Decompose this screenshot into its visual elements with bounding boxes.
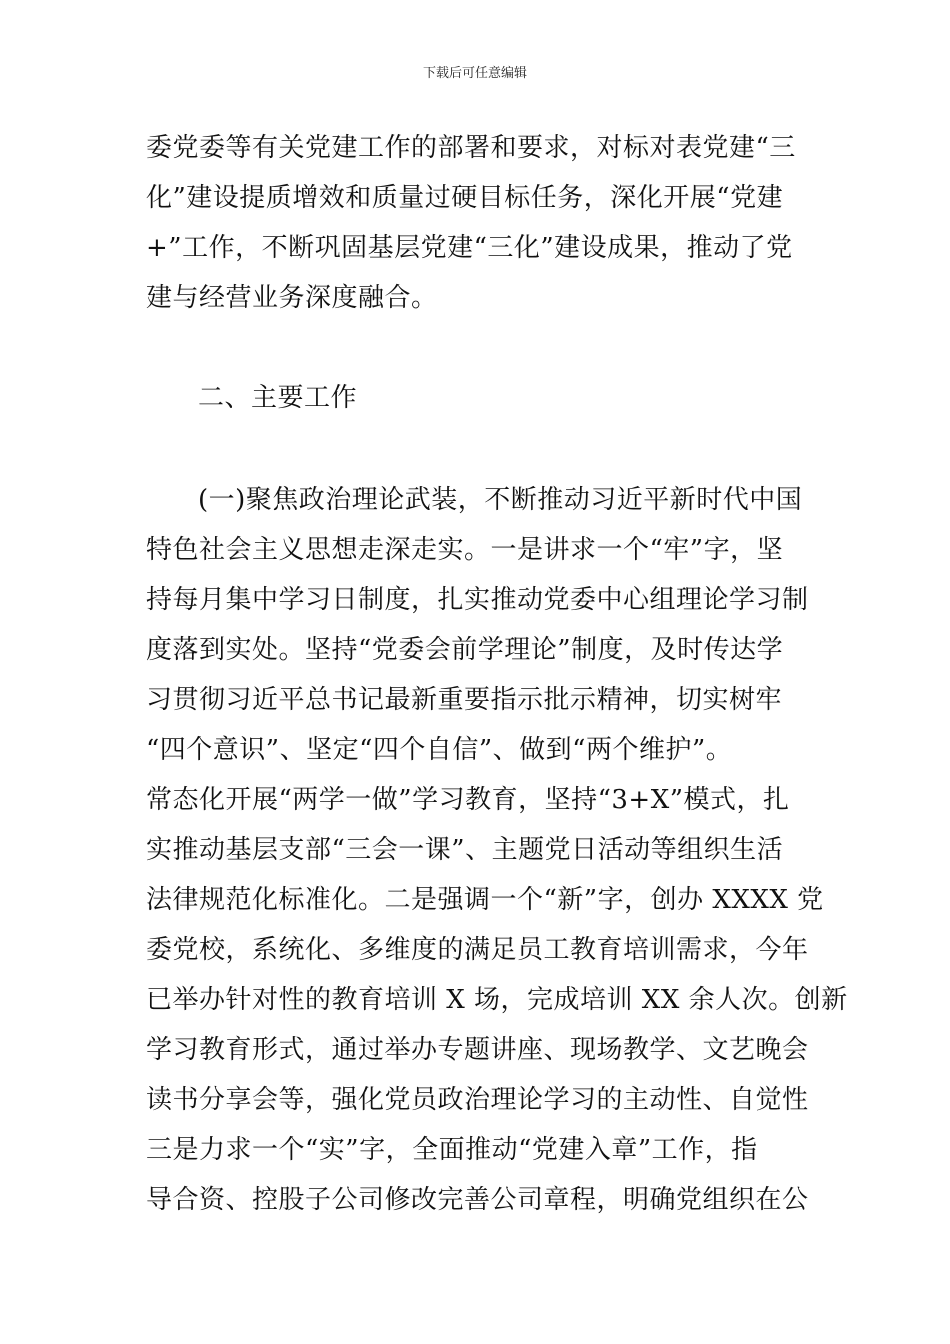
text-line: 常态化开展“两学一做”学习教育，坚持“3+X”模式，扎 — [146, 785, 790, 815]
text-line: 学习教育形式，通过举办专题讲座、现场教学、文艺晚会 — [146, 1035, 809, 1065]
text-line: +”工作，不断巩固基层党建“三化”建设成果，推动了党 — [146, 233, 793, 263]
text-line: “四个意识”、坚定“四个自信”、做到“两个维护”。 — [146, 735, 733, 765]
text-line: 建与经营业务深度融合。 — [146, 283, 438, 313]
intro-paragraph — [146, 123, 810, 323]
text-line: 持每月集中学习日制度，扎实推动党委中心组理论学习制 — [146, 585, 809, 615]
main-paragraph — [146, 475, 848, 1225]
text-line: 已举办针对性的教育培训 X 场，完成培训 XX 余人次。创新 — [146, 985, 848, 1015]
text-line: 委党委等有关党建工作的部署和要求，对标对表党建“三 — [146, 133, 796, 163]
text-line: 化”建设提质增效和质量过硬目标任务，深化开展“党建 — [146, 183, 784, 213]
text-line: 委党校，系统化、多维度的满足员工教育培训需求，今年 — [146, 935, 809, 965]
text-line: 导合资、控股子公司修改完善公司章程，明确党组织在公 — [146, 1185, 809, 1215]
document-body — [146, 123, 848, 1225]
page-header: 下载后可任意编辑 — [422, 66, 527, 81]
text-line: 法律规范化标准化。二是强调一个“新”字，创办 XXXX 党 — [146, 885, 824, 915]
text-line: 习贯彻习近平总书记最新重要指示批示精神，切实树牢 — [146, 685, 783, 715]
text-line: 实推动基层支部“三会一课”、主题党日活动等组织生活 — [146, 835, 784, 865]
text-line: 读书分享会等，强化党员政治理论学习的主动性、自觉性 — [146, 1085, 809, 1115]
text-line: 度落到实处。坚持“党委会前学理论”制度，及时传达学 — [146, 635, 784, 665]
section-heading: 二、主要工作 — [198, 383, 358, 413]
text-line: 特色社会主义思想走深走实。一是讲求一个“牢”字，坚 — [146, 535, 784, 565]
text-line: 三是力求一个“实”字，全面推动“党建入章”工作，指 — [146, 1135, 758, 1165]
text-line: (一)聚焦政治理论武装，不断推动习近平新时代中国 — [198, 485, 803, 515]
